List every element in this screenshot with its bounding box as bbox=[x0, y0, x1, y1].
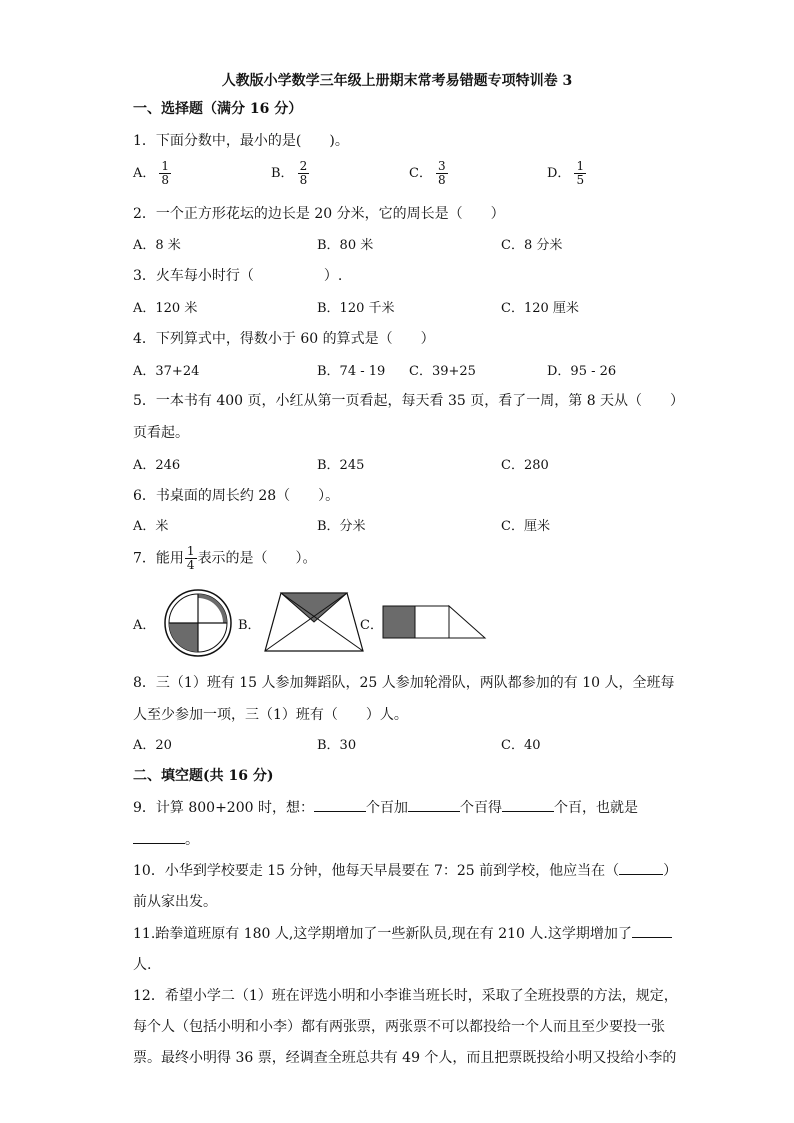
q8-option-c[interactable]: C．40 bbox=[501, 738, 541, 753]
question-10-line1: 10．小华到学校要走 15 分钟，他每天早晨要在 7：25 前到学校，他应当在（ ） bbox=[133, 860, 677, 880]
question-3-stem: 3．火车每小时行（ ）. bbox=[133, 268, 343, 284]
question-5-stem-line2: 页看起。 bbox=[133, 425, 189, 441]
question-12-line2: 每个人（包括小明和小李）都有两张票，两张票不可以都投给一个人而且至少要投一张 bbox=[133, 1019, 665, 1035]
question-9-line1: 9．计算 800+200 时，想： 个百加 个百得 个百，也就是 bbox=[133, 797, 638, 817]
option-label: B． bbox=[271, 166, 294, 181]
q3-option-a[interactable]: A．120 米 bbox=[133, 301, 198, 316]
q4-option-d[interactable]: D．95 - 26 bbox=[547, 364, 617, 379]
q2-option-a[interactable]: A．8 米 bbox=[133, 238, 181, 253]
question-9-line2: 。 bbox=[133, 829, 199, 849]
option-label: D． bbox=[547, 166, 571, 181]
q6-option-c[interactable]: C．厘米 bbox=[501, 519, 550, 534]
q5-option-a[interactable]: A．246 bbox=[133, 458, 181, 473]
q7-option-c-label[interactable]: C． bbox=[360, 618, 383, 633]
q2-option-b[interactable]: B．80 米 bbox=[317, 238, 374, 253]
q1-option-d[interactable] bbox=[547, 160, 586, 187]
question-2-stem: 2．一个正方形花坛的边长是 20 分米，它的周长是（ ） bbox=[133, 206, 505, 222]
fraction: $\frac{2}{8}$ bbox=[299, 159, 308, 187]
q4-option-b[interactable]: B．74 - 19 bbox=[317, 364, 386, 379]
question-10-line2: 前从家出发。 bbox=[133, 894, 217, 910]
q4-option-a[interactable]: A．37+24 bbox=[133, 364, 200, 379]
question-11-line2: 人. bbox=[133, 957, 152, 973]
q1-option-b[interactable] bbox=[271, 160, 309, 187]
question-11-line1: 11.跆拳道班原有 180 人,这学期增加了一些新队员,现在有 210 人.这学期增加了 bbox=[133, 923, 672, 943]
answer-blank[interactable] bbox=[502, 797, 554, 812]
option-label: A． bbox=[133, 166, 156, 181]
q7-option-b-label[interactable]: B． bbox=[238, 618, 261, 633]
section-heading-fill: 二、填空题(共 16 分) bbox=[133, 768, 274, 784]
q1-option-c[interactable] bbox=[409, 160, 448, 187]
answer-blank[interactable] bbox=[619, 860, 663, 875]
q6-option-b[interactable]: B．分米 bbox=[317, 519, 366, 534]
q3-option-b[interactable]: B．120 千米 bbox=[317, 301, 395, 316]
q4-option-c[interactable]: C．39+25 bbox=[409, 364, 476, 379]
option-label: C． bbox=[409, 166, 432, 181]
answer-blank[interactable] bbox=[408, 797, 460, 812]
q8-option-b[interactable]: B．30 bbox=[317, 738, 357, 753]
q7-figure-c-strip[interactable] bbox=[382, 605, 486, 639]
q2-option-c[interactable]: C．8 分米 bbox=[501, 238, 563, 253]
q7-option-a-label[interactable]: A． bbox=[133, 618, 156, 633]
q7-figure-b-trapezoid[interactable] bbox=[264, 592, 364, 652]
question-8-stem-line2: 人至少参加一项，三（1）班有（ ）人。 bbox=[133, 707, 408, 723]
q3-option-c[interactable]: C．120 厘米 bbox=[501, 301, 579, 316]
question-12-line1: 12．希望小学二（1）班在评选小明和小李谁当班长时，采取了全班投票的方法，规定， bbox=[133, 988, 678, 1004]
q5-option-b[interactable]: B．245 bbox=[317, 458, 365, 473]
fraction: $\frac{3}{8}$ bbox=[437, 159, 446, 187]
question-6-stem: 6．书桌面的周长约 28（ ）。 bbox=[133, 488, 340, 504]
q6-option-a[interactable]: A．米 bbox=[133, 519, 169, 534]
q5-option-c[interactable]: C．280 bbox=[501, 458, 549, 473]
question-8-stem-line1: 8．三（1）班有 15 人参加舞蹈队，25 人参加轮滑队，两队都参加的有 10 人，全班每 bbox=[133, 675, 675, 691]
fraction: $\frac{1}{8}$ bbox=[161, 159, 170, 187]
answer-blank[interactable] bbox=[314, 797, 366, 812]
question-7-stem: 7．能用 $\frac{1}{4}$ 表示的是（ ）。 bbox=[133, 544, 317, 572]
q7-figure-a-circle[interactable] bbox=[158, 588, 238, 658]
page-title: 人教版小学数学三年级上册期末常考易错题专项特训卷 3 bbox=[221, 73, 573, 89]
question-12-line3: 票。最终小明得 36 票，经调查全班总共有 49 个人，而且把票既投给小明又投给小李的 bbox=[133, 1050, 677, 1066]
q1-option-a[interactable] bbox=[133, 160, 171, 187]
section-heading-choice: 一、选择题（满分 16 分） bbox=[133, 101, 303, 117]
fraction: $\frac{1}{4}$ bbox=[186, 544, 195, 572]
answer-blank[interactable] bbox=[133, 829, 185, 844]
question-1-stem: 1．下面分数中，最小的是( )。 bbox=[133, 133, 349, 149]
fraction: $\frac{1}{5}$ bbox=[576, 159, 585, 187]
q8-option-a[interactable]: A．20 bbox=[133, 738, 172, 753]
question-4-stem: 4．下列算式中，得数小于 60 的算式是（ ） bbox=[133, 331, 435, 347]
answer-blank[interactable] bbox=[632, 923, 672, 938]
question-5-stem-line1: 5．一本书有 400 页，小红从第一页看起，每天看 35 页，看了一周，第 8 天从（ ） bbox=[133, 393, 685, 409]
